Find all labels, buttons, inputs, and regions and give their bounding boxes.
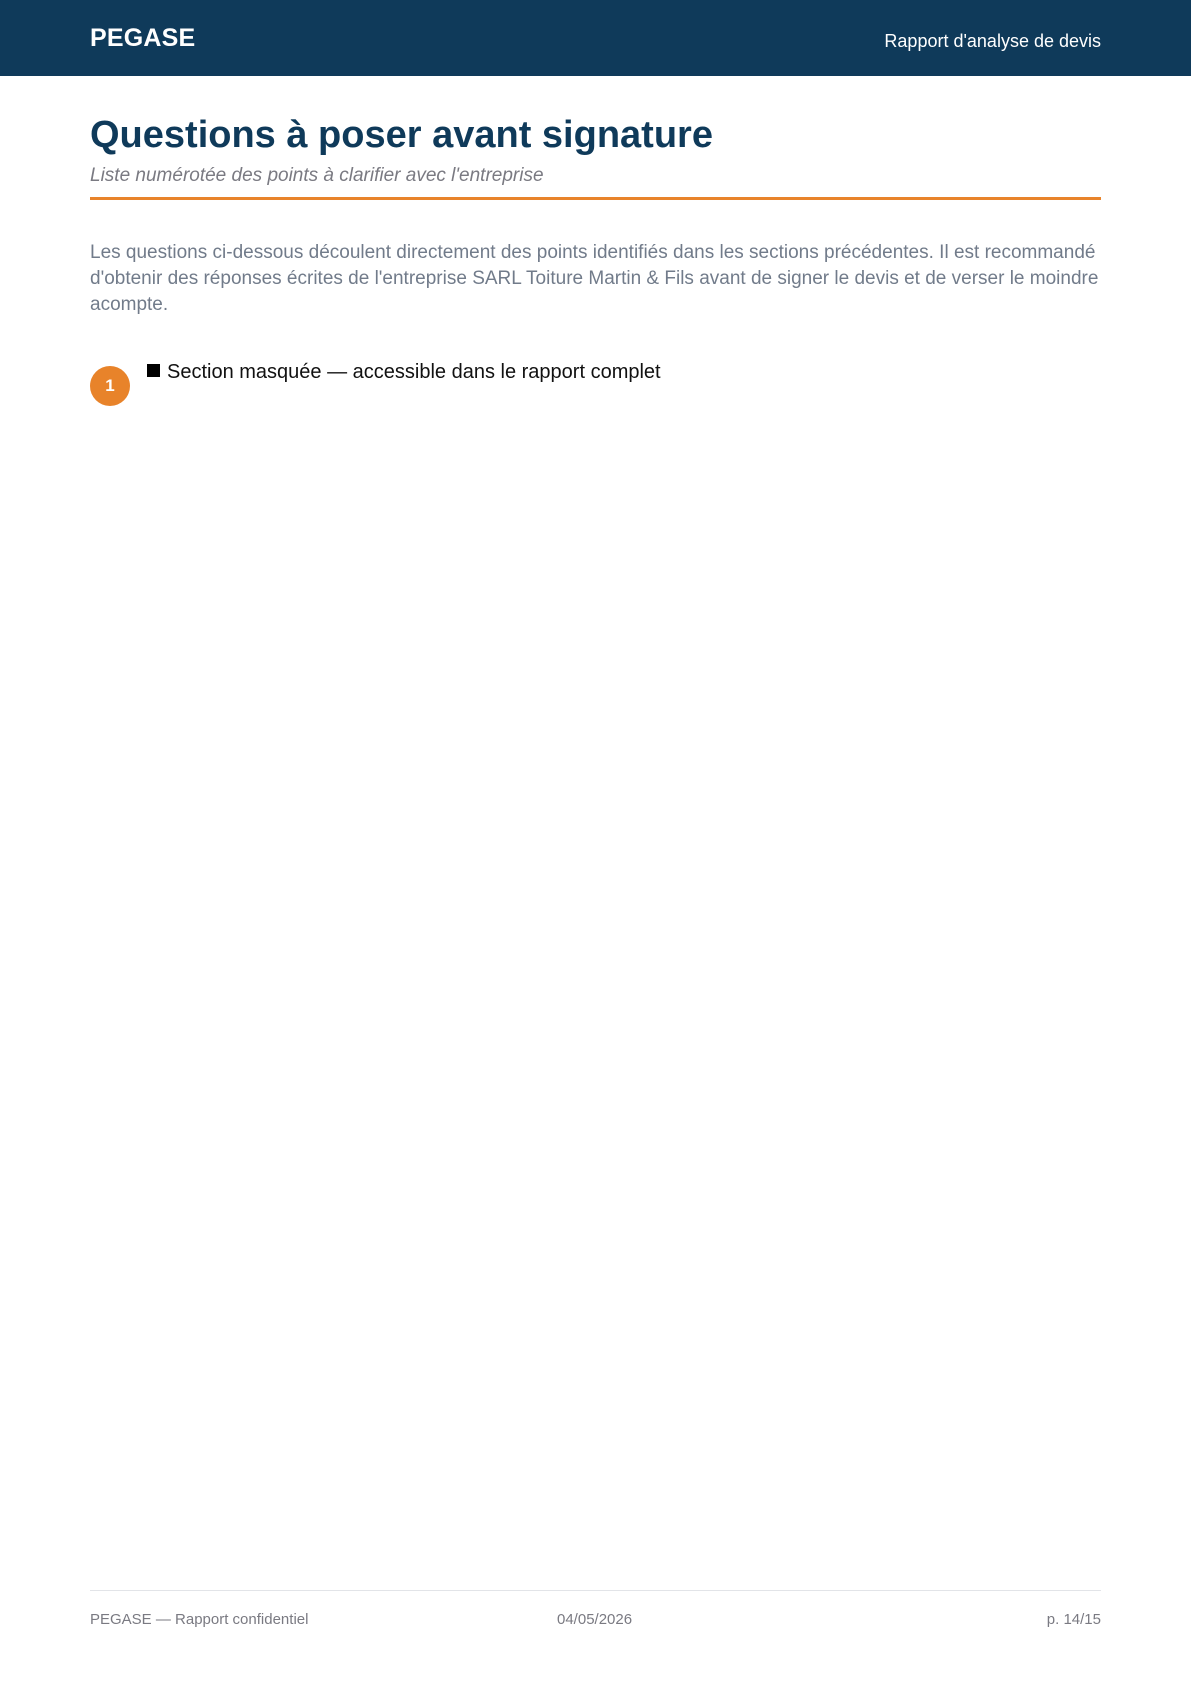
- brand-logo: PEGASE: [90, 24, 196, 52]
- masked-square-icon: [147, 364, 160, 377]
- question-number-badge: 1: [90, 366, 130, 406]
- report-title: Rapport d'analyse de devis: [884, 31, 1101, 51]
- footer-confidential-label: PEGASE — Rapport confidentiel: [90, 1611, 309, 1628]
- intro-paragraph: Les questions ci-dessous découlent directement des points identifiés dans les sections précédentes. Il est recommandé d'obtenir des réponses écrites de l'entreprise SARL Toiture Martin & Fils avant de signer le devis et de verser le moindre acompte.: [90, 242, 1099, 315]
- question-text-row: [147, 360, 661, 384]
- question-text: Section masquée — accessible dans le rapport complet: [167, 361, 661, 383]
- report-header-bar: [0, 0, 1191, 76]
- title-divider: [90, 197, 1101, 200]
- footer-date: 04/05/2026: [557, 1611, 633, 1628]
- page-subtitle: Liste numérotée des points à clarifier avec l'entreprise: [90, 165, 544, 186]
- page-title: Questions à poser avant signature: [90, 114, 713, 156]
- footer-divider: [90, 1590, 1101, 1591]
- footer-page-number: p. 14/15: [1046, 1611, 1101, 1628]
